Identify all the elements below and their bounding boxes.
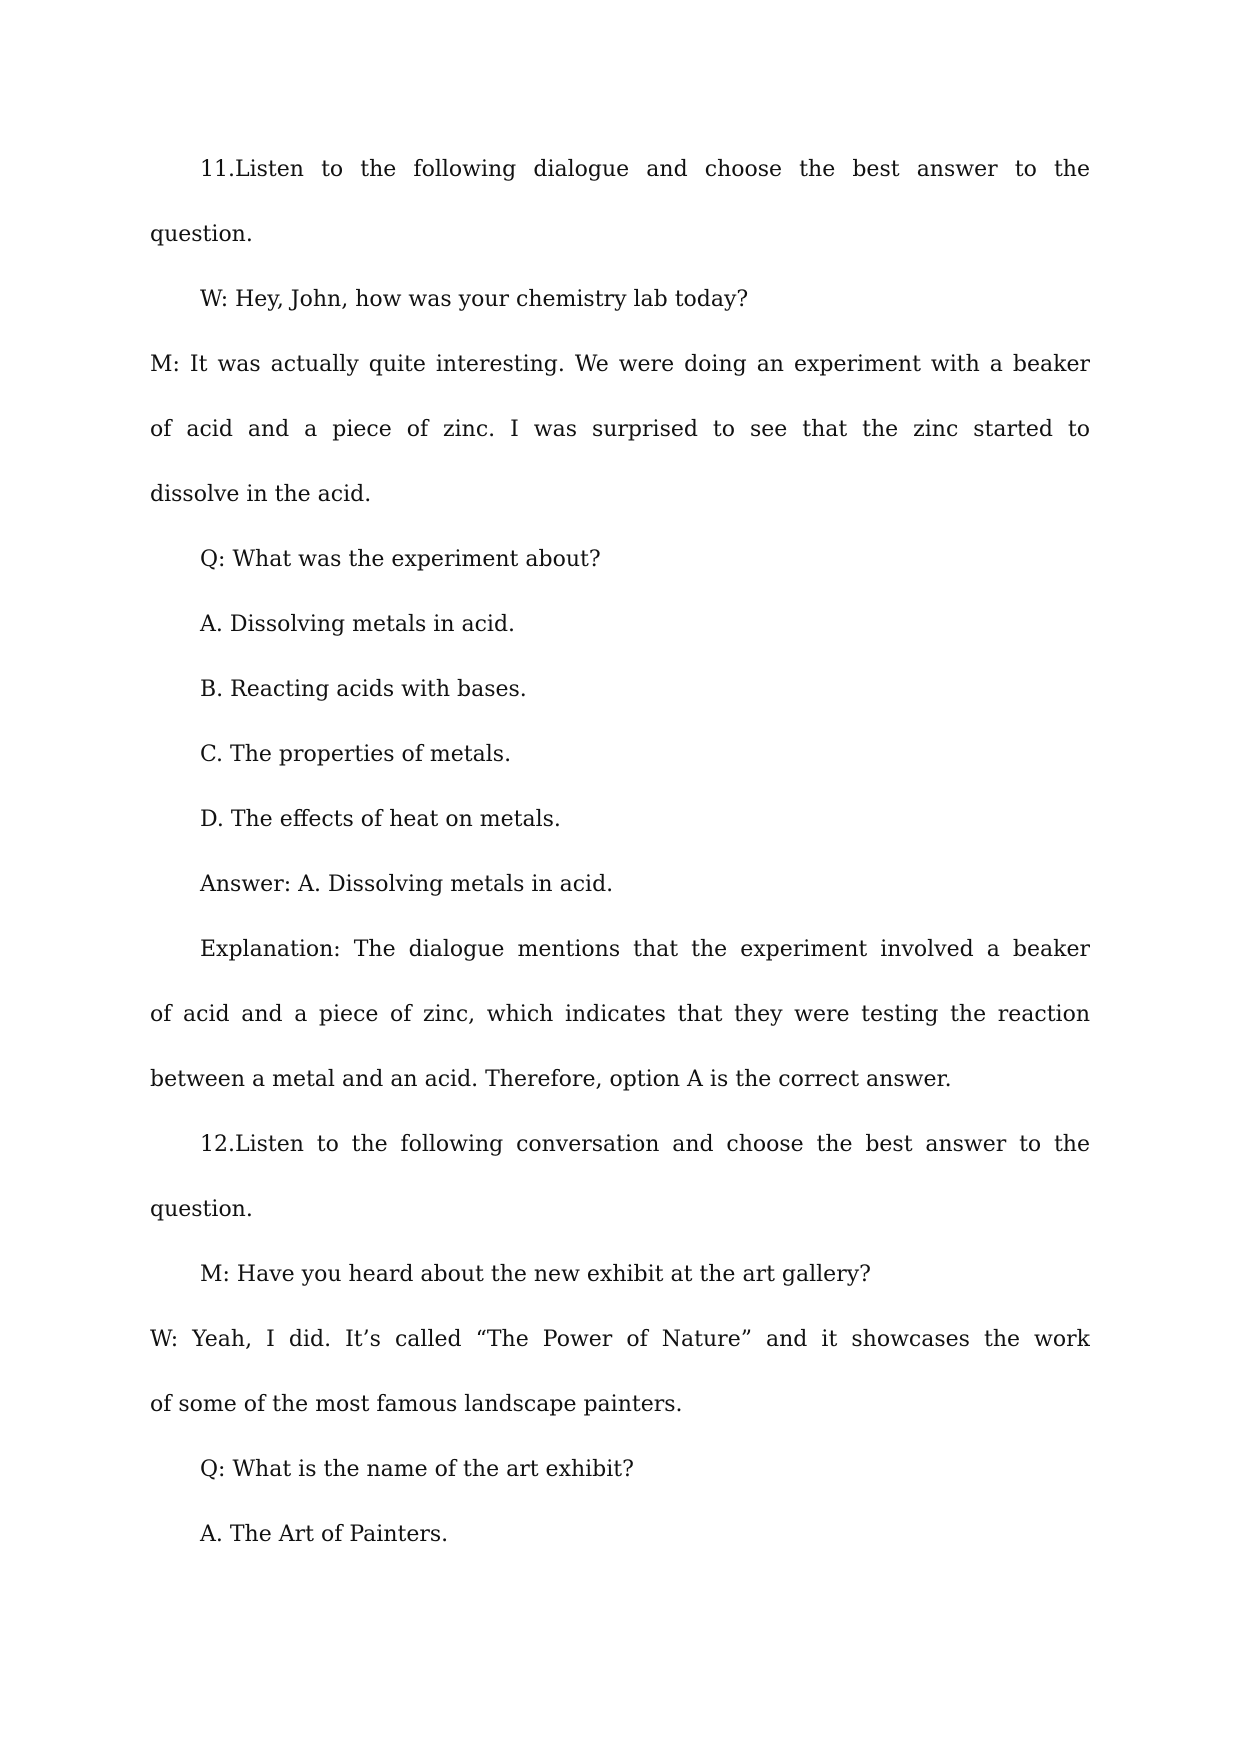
question-11-text: Q: What was the experiment about?	[200, 547, 601, 572]
answer-line: Answer: A. Dissolving metals in acid.	[200, 872, 614, 897]
question-12-prompt-continued: question.	[150, 1197, 253, 1222]
explanation-line: Explanation: The dialogue mentions that the experiment involved a beaker	[200, 937, 1090, 962]
conversation-line-woman: W: Yeah, I did. It’s called “The Power of Nature” and it showcases the work	[150, 1327, 1090, 1352]
dialogue-line-man-end: dissolve in the acid.	[150, 482, 372, 507]
explanation-line-end: between a metal and an acid. Therefore, option A is the correct answer.	[150, 1067, 952, 1092]
question-12-option-a: A. The Art of Painters.	[200, 1522, 449, 1547]
question-11-prompt: 11.Listen to the following dialogue and choose the best answer to the	[200, 157, 1090, 182]
option-d: D. The effects of heat on metals.	[200, 807, 561, 832]
option-a: A. Dissolving metals in acid.	[200, 612, 516, 637]
document-body	[150, 137, 1090, 1567]
question-12-text: Q: What is the name of the art exhibit?	[200, 1457, 634, 1482]
explanation-line-continued: of acid and a piece of zinc, which indicates that they were testing the reaction	[150, 1002, 1090, 1027]
conversation-line-man: M: Have you heard about the new exhibit at the art gallery?	[200, 1262, 871, 1287]
dialogue-line-man-continued: of acid and a piece of zinc. I was surprised to see that the zinc started to	[150, 417, 1090, 442]
dialogue-line-woman: W: Hey, John, how was your chemistry lab today?	[200, 287, 749, 312]
option-c: C. The properties of metals.	[200, 742, 512, 767]
dialogue-line-man: M: It was actually quite interesting. We were doing an experiment with a beaker	[150, 352, 1090, 377]
question-12-prompt: 12.Listen to the following conversation and choose the best answer to the	[200, 1132, 1090, 1157]
conversation-line-woman-continued: of some of the most famous landscape painters.	[150, 1392, 683, 1417]
question-11-prompt-continued: question.	[150, 222, 253, 247]
option-b: B. Reacting acids with bases.	[200, 677, 527, 702]
